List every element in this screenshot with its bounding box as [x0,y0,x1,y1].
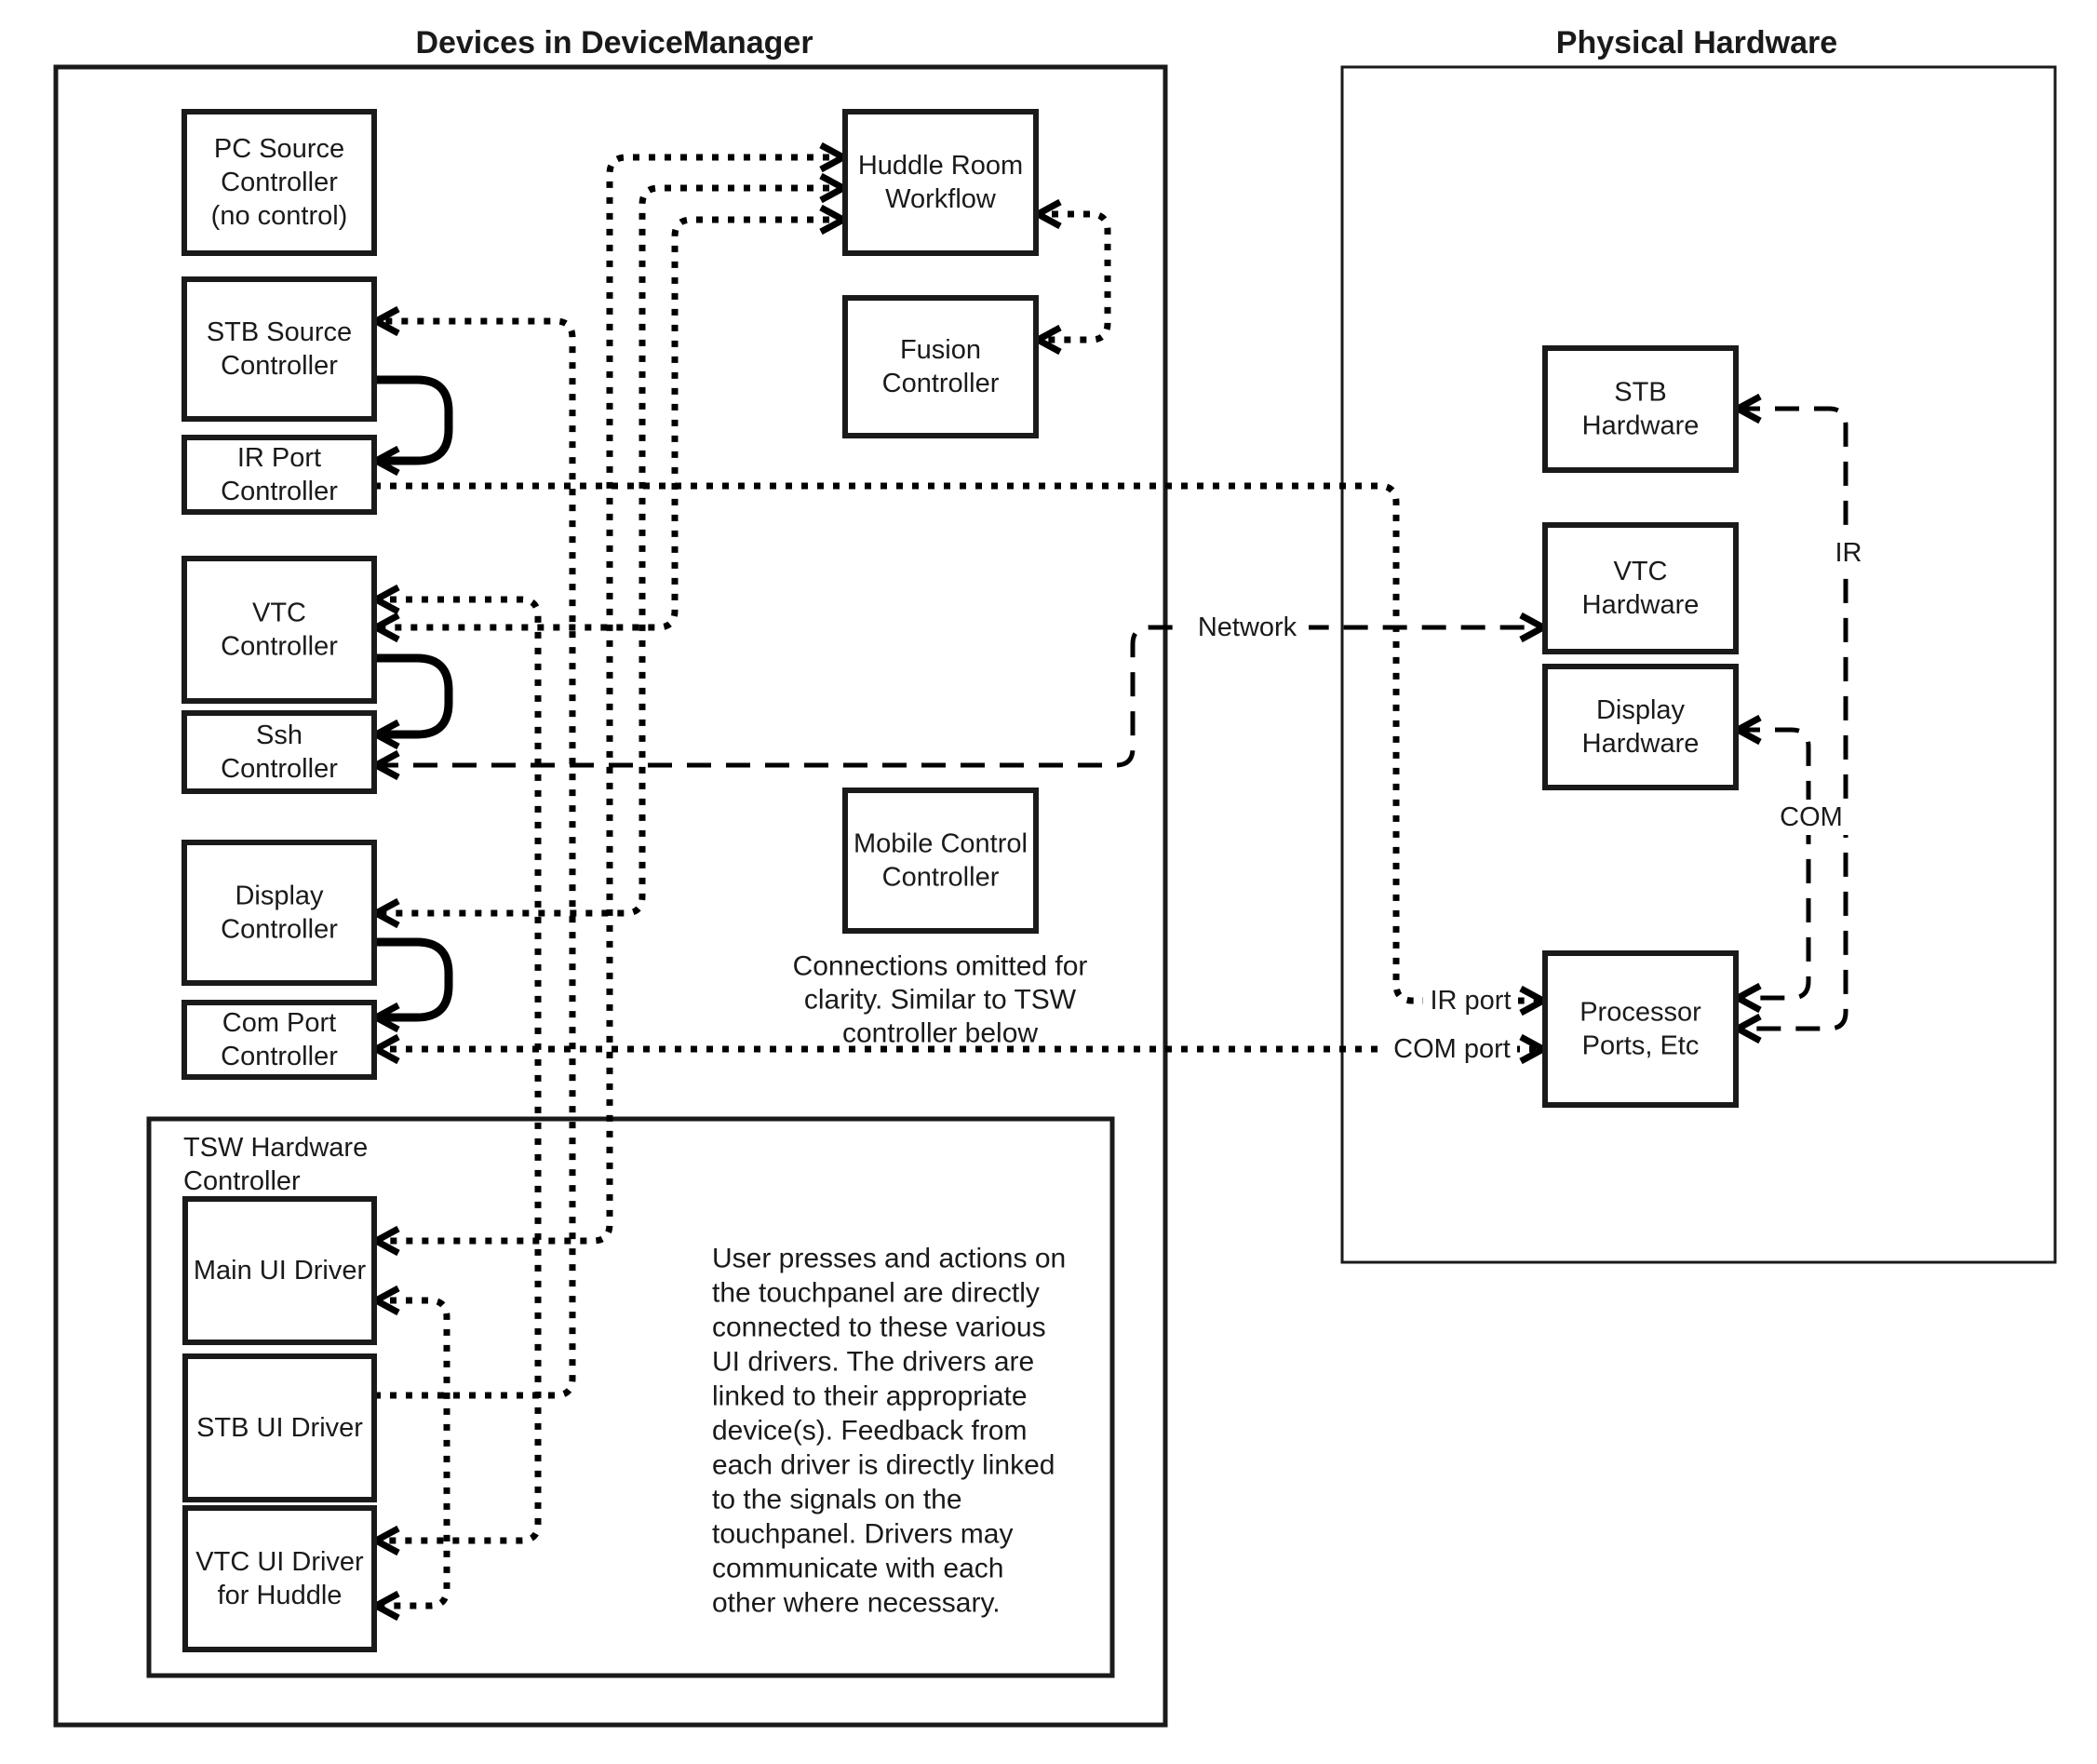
node-display-hardware [1545,667,1736,788]
loop-display-comport [374,942,449,1017]
edge-ssh-vtchw-network-label: Network [1197,613,1297,642]
node-display-controller [184,842,374,983]
loop-stbsource-irport [374,380,449,461]
node-mobile-control-controller-label: Mobile Control Controller [854,828,1028,893]
node-processor-ports [1545,953,1736,1105]
node-huddle-room-workflow-label: Huddle Room Workflow [857,151,1024,214]
node-ssh-controller-label: Ssh Controller [221,720,338,784]
edge-ssh-vtchw-network [374,627,1545,765]
edge-displayhw-processor-com-label: COM [1780,802,1843,832]
edge-displayhw-processor-com [1736,730,1808,998]
physical-hardware-title: Physical Hardware [1555,25,1838,61]
tsw-note: User presses and actions on the touchpanel are directly connected to these various UI drivers. The drivers are linked to their appropriate device(s). Feedback from each driver is directly linked to the signals on the touchpanel. Drivers may communicate with each other where necessary. [712,1243,1067,1619]
node-stb-hardware-label: STB Hardware [1581,377,1700,441]
edge-vtc-vtcui [374,599,538,1541]
node-pc-source-controller-label: PC Source Controller (no control) [210,134,348,231]
tsw-hardware-controller-group-label: TSW Hardware Controller [183,1133,369,1196]
node-ir-port-controller-label: IR Port Controller [221,443,338,506]
node-vtc-hardware-label: VTC Hardware [1581,557,1700,620]
node-vtc-ui-driver-label: VTC UI Driver for Huddle [195,1547,364,1610]
loop-vtc-ssh [374,658,449,734]
edge-stbui-stbsource [374,321,572,1395]
node-main-ui-driver-label: Main UI Driver [193,1256,367,1286]
node-stb-hardware [1545,348,1736,470]
devicemanager-title: Devices in DeviceManager [415,25,813,61]
node-fusion-controller-label: Fusion Controller [881,335,1000,398]
node-com-port-controller-label: Com Port Controller [221,1008,338,1071]
edge-stbhw-processor-ir [1736,409,1846,1029]
edge-mainui-vtcui [374,1300,447,1606]
edge-stbhw-processor-ir-label: IR [1835,538,1862,568]
node-stb-source-controller-label: STB Source Controller [206,317,353,381]
edge-irport-processor-label: IR port [1430,986,1512,1016]
node-stb-ui-driver-label: STB UI Driver [196,1413,363,1443]
node-mobile-control-controller [845,790,1036,931]
node-vtc-controller [184,559,374,701]
node-display-controller-label: Display Controller [221,881,338,945]
node-stb-source-controller [184,279,374,419]
node-huddle-room-workflow [845,112,1036,253]
node-vtc-hardware [1545,525,1736,652]
node-vtc-ui-driver [185,1508,374,1650]
edge-comport-processor-label: COM port [1393,1034,1511,1064]
node-fusion-controller [845,298,1036,436]
mobile-note: Connections omitted for clarity. Similar to TSW controller below [792,950,1088,1049]
node-processor-ports-label: Processor Ports, Etc [1579,997,1701,1061]
edge-huddle-fusion [1036,214,1108,340]
node-vtc-controller-label: VTC Controller [221,598,338,662]
node-display-hardware-label: Display Hardware [1581,695,1700,759]
